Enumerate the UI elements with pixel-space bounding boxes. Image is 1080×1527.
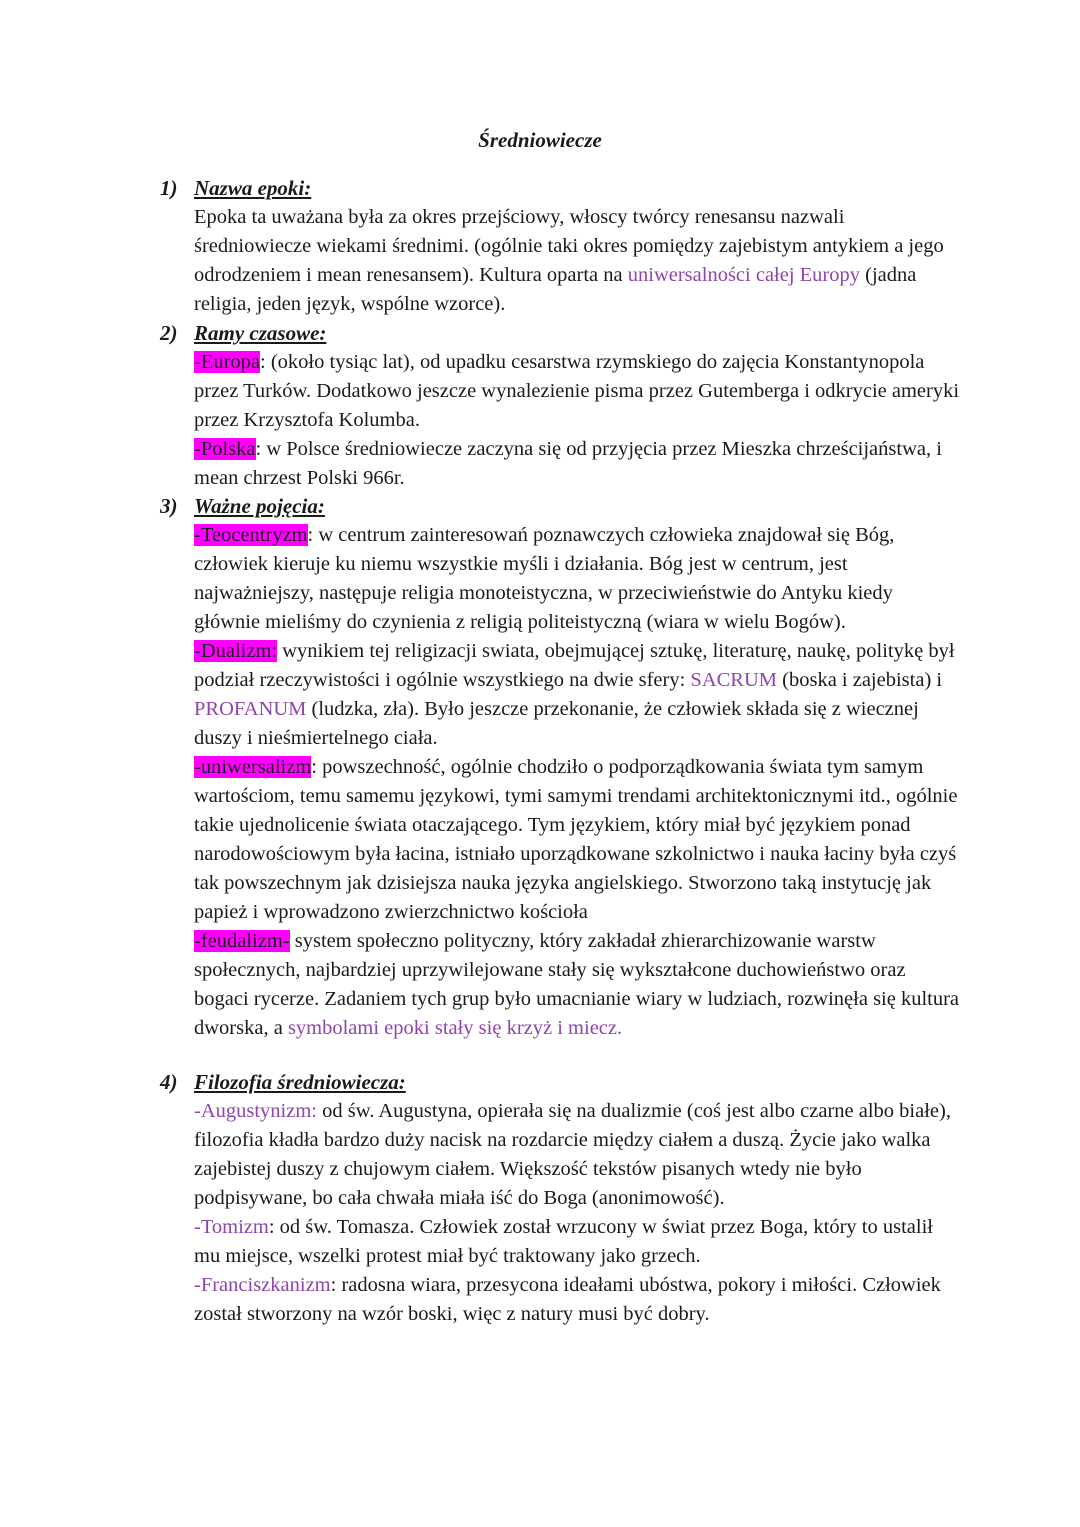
paragraph-feudalizm: -feudalizm- system społeczno polityczny, który zakładał zhierarchizowanie warstw społecznych, najbardziej uprzywilejowane stały się wykształcone duchowieństwo oraz bogaci rycerze. Zadaniem tych grup było umacnianie wiary w ludziach, rozwinęła się kultura dworska, a symbolami epoki stały się krzyż i miecz. xyxy=(194,930,960,1039)
paragraph-augustynizm: -Augustynizm: od św. Augustyna, opierała się na dualizmie (coś jest albo czarne albo białe), filozofia kładła bardzo duży nacisk na rozdarcie między ciałem a duszą. Życie jako walka zajebistej duszy z chujowym ciałem. Większość tekstów pisanych wtedy nie było podpisywane, bo cała chwała miała iść do Boga (anonimowość). xyxy=(194,1100,951,1209)
paragraph-teocentryzm: -Teocentryzm: w centrum zainteresowań poznawczych człowieka znajdował się Bóg, człowiek kieruje ku niemu wszystkie myśli i działania. Bóg jest w centrum, jest najważniejszy, następuje religia monoteistyczna, w przeciwieństwie do Antyku kiedy głównie mieliśmy do czynienia z religią politeistyczną (wiara w wielu Bogów). xyxy=(194,524,895,633)
section-body xyxy=(194,1097,960,1329)
section-body xyxy=(194,203,960,319)
section-number: 3) xyxy=(160,494,178,518)
section-filozofia xyxy=(160,1068,960,1329)
section-number: 1) xyxy=(160,176,178,200)
section-title: Ramy czasowe: xyxy=(194,321,327,345)
section-heading xyxy=(160,492,960,521)
highlight-phrase: uniwersalności całej Europy xyxy=(627,264,861,286)
section-number: 4) xyxy=(160,1070,178,1094)
section-title: Filozofia średniowiecza: xyxy=(194,1070,406,1094)
term-feudalizm: -feudalizm- xyxy=(194,930,290,952)
page-title: Średniowiecze xyxy=(478,128,602,152)
section-body xyxy=(194,521,960,1043)
term-uniwersalizm: -uniwersalizm xyxy=(194,756,312,778)
term-profanum: PROFANUM xyxy=(194,698,307,720)
section-title: Ważne pojęcia: xyxy=(194,494,325,518)
paragraph-polska: -Polska: w Polsce średniowiecze zaczyna się od przyjęcia przez Mieszka chrześcijaństwa, i mean chrzest Polski 966r. xyxy=(194,438,942,489)
section-nazwa-epoki xyxy=(160,174,960,319)
term-tomizm: -Tomizm xyxy=(194,1216,269,1238)
paragraph-dualizm: -Dualizm: wynikiem tej religizacji swiata, obejmującej sztukę, literaturę, naukę, politykę był podział rzeczywistości i ogólnie wszystkiego na dwie sfery: SACRUM (boska i zajebista) i PROFANUM (ludzka, zła). Było jeszcze przekonanie, że człowiek składa się z wiecznej duszy i nieśmiertelnego ciała. xyxy=(194,640,955,749)
section-number: 2) xyxy=(160,321,178,345)
term-sacrum: SACRUM xyxy=(690,669,778,691)
section-heading xyxy=(160,319,960,348)
highlight-phrase: symbolami epoki stały się krzyż i miecz. xyxy=(287,1017,623,1039)
paragraph-uniwersalizm: -uniwersalizm: powszechność, ogólnie chodziło o podporządkowania świata tym samym wartościom, temu samemu językowi, tymi samymi trendami architektonicznymi itd., ogólnie takie ujednolicenie świata otaczającego. Tym językiem, który miał być językiem ponad narodowościowym była łacina, istniało uporządkowane szkolnictwo i nauka łaciny była czyś tak powszechnym jak dzisiejsza nauka języka angielskiego. Stworzono taką instytucję jak papież i wprowadzono zwierzchnictwo kościoła xyxy=(194,756,958,923)
term-europa: -Europa xyxy=(194,351,261,373)
term-teocentryzm: -Teocentryzm xyxy=(194,524,308,546)
term-polska: -Polska xyxy=(194,438,256,460)
paragraph-franciszkanizm: -Franciszkanizm: radosna wiara, przesycona ideałami ubóstwa, pokory i miłości. Człowiek został stworzony na wzór boski, więc z natury musi być dobry. xyxy=(194,1274,941,1325)
section-body xyxy=(194,348,960,493)
paragraph-tomizm: -Tomizm: od św. Tomasza. Człowiek został wrzucony w świat przez Boga, który to ustalił mu miejsce, wszelki protest miał być traktowany jako grzech. xyxy=(194,1216,933,1267)
term-franciszkanizm: -Franciszkanizm xyxy=(194,1274,331,1296)
section-ramy-czasowe xyxy=(160,319,960,493)
section-wazne-pojecia xyxy=(160,492,960,1043)
term-dualizm: -Dualizm: xyxy=(194,640,278,662)
paragraph: Epoka ta uważana była za okres przejściowy, włoscy twórcy renesansu nazwali średniowiecze wiekami średnimi. (ogólnie taki okres pomiędzy zajebistym antykiem a jego odrodzeniem i mean renesansem). Kultura oparta na uniwersalności całej Europy (jadna religia, jeden język, wspólne wzorce). xyxy=(194,206,944,315)
section-title: Nazwa epoki: xyxy=(194,176,312,200)
section-heading xyxy=(160,1068,960,1097)
section-heading xyxy=(160,174,960,203)
term-augustynizm: -Augustynizm: xyxy=(194,1100,317,1122)
paragraph-europa: -Europa: (około tysiąc lat), od upadku cesarstwa rzymskiego do zajęcia Konstantynopola przez Turków. Dodatkowo jeszcze wynalezienie pisma przez Gutemberga i odkrycie ameryki przez Krzysztofa Kolumba. xyxy=(194,351,960,431)
